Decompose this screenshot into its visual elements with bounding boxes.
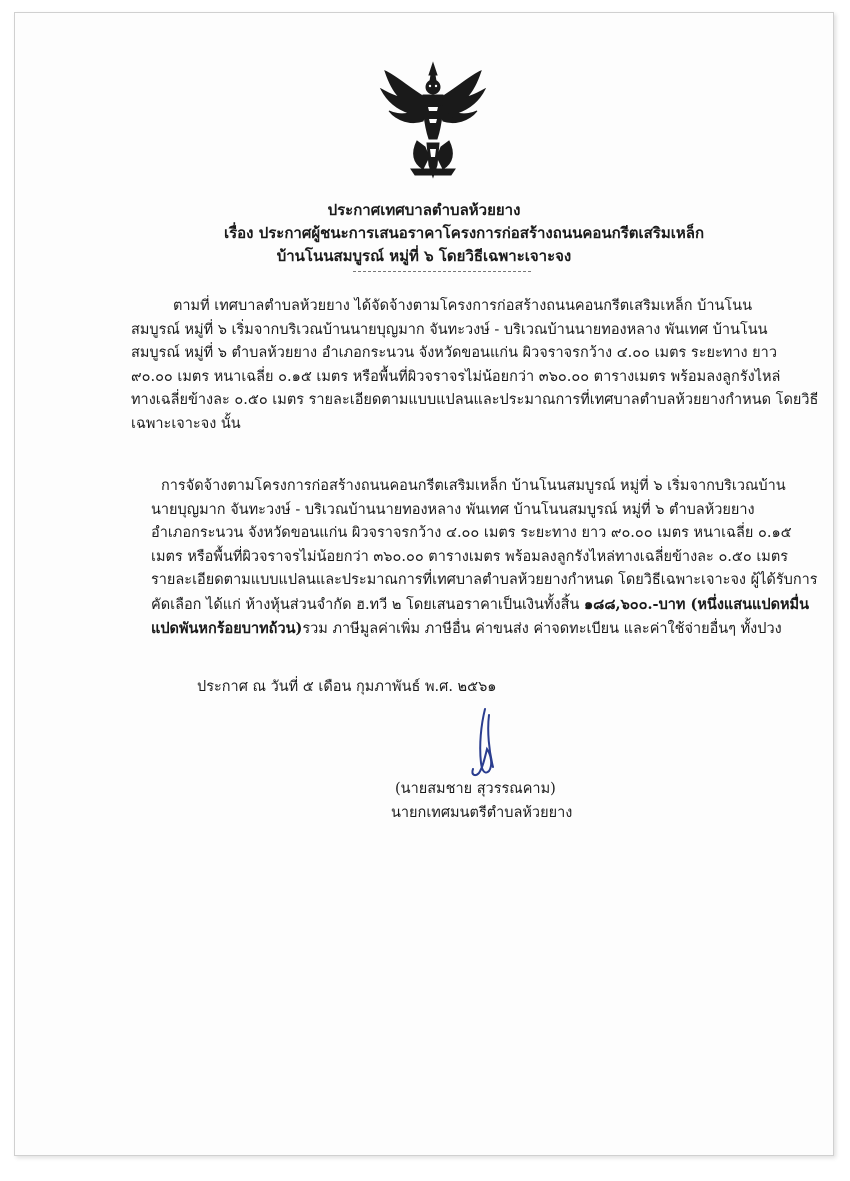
announcement-header: [15, 199, 833, 268]
text-line: เฉพาะเจาะจง นั้น: [131, 415, 241, 432]
text-line: การจัดจ้างตามโครงการก่อสร้างถนนคอนกรีตเสริมเหล็ก บ้านโนนสมบูรณ์ หมู่ที่ ๖ เริ่มจากบริเวณบ้าน: [161, 478, 786, 494]
text-line: ๙๐.๐๐ เมตร หนาเฉลี่ย ๐.๑๕ เมตร หรือพื้นที่ผิวจราจรไม่น้อยกว่า ๓๖๐.๐๐ ตารางเมตร พร้อมลงลูกรังไหล่: [131, 368, 781, 385]
announcement-date: ประกาศ ณ วันที่ ๕ เดือน กุมภาพันธ์ พ.ศ. ๒๕๖๑: [197, 679, 497, 695]
signatory-position: นายกเทศมนตรีตำบลห้วยยาง: [391, 805, 573, 821]
text-line: สมบูรณ์ หมู่ที่ ๖ เริ่มจากบริเวณบ้านนายบุญมาก จันทะวงษ์ - บริเวณบ้านนายทองหลาง พันเทศ บ้านโนน: [131, 321, 768, 338]
header-title: ประกาศเทศบาลตำบลห้วยยาง: [327, 201, 521, 219]
text-line: สมบูรณ์ หมู่ที่ ๖ ตำบลห้วยยาง อำเภอกระนวน จังหวัดขอนแก่น ผิวจราจรกว้าง ๔.๐๐ เมตร ระยะทาง ยาว: [131, 345, 777, 361]
header-subject: เรื่อง ประกาศผู้ชนะการเสนอราคาโครงการก่อสร้างถนนคอนกรีตเสริมเหล็ก: [223, 224, 705, 242]
text-line: อำเภอกระนวน จังหวัดขอนแก่น ผิวจราจรกว้าง ๔.๐๐ เมตร ระยะทาง ยาว ๙๐.๐๐ เมตร หนาเฉลี่ย ๐.๑๕: [151, 525, 792, 541]
header-subject-continued: บ้านโนนสมบูรณ์ หมู่ที่ ๖ โดยวิธีเฉพาะเจาะจง: [276, 247, 572, 265]
text-line: รายละเอียดตามแบบแปลนและประมาณการที่เทศบาลตำบลห้วยยางกำหนด โดยวิธีเฉพาะเจาะจง ผู้ได้รับการ: [151, 572, 818, 588]
text-line-amount: [151, 617, 818, 642]
text-line: ทางเฉลี่ยข้างละ ๐.๕๐ เมตร รายละเอียดตามแบบแปลนและประมาณการที่เทศบาลตำบลห้วยยางกำหนด โดยวิธี: [131, 392, 819, 408]
text-line: ตามที่ เทศบาลตำบลห้วยยาง ได้จัดจ้างตามโครงการก่อสร้างถนนคอนกรีตเสริมเหล็ก บ้านโนน: [173, 298, 752, 314]
handwritten-signature: [455, 705, 515, 781]
paragraph-background: [131, 295, 818, 436]
amount-inclusions: รวม ภาษีมูลค่าเพิ่ม ภาษีอื่น ค่าขนส่ง ค่าจดทะเบียน และค่าใช้จ่ายอื่นๆ ทั้งปวง: [302, 621, 782, 637]
contract-amount: ๑๘๘,๖๐๐.-บาท (หนึ่งแสนแปดหมื่น: [583, 595, 810, 613]
text-line: นายบุญมาก จันทะวงษ์ - บริเวณบ้านนายทองหลาง พันเทศ บ้านโนนสมบูรณ์ หมู่ที่ ๖ ตำบลห้วยยาง: [151, 501, 755, 518]
contract-amount-words: แปดพันหกร้อยบาทถ้วน): [151, 620, 303, 637]
signatory-name: (นายสมชาย สุวรรณคาม): [395, 781, 556, 797]
winner-text: คัดเลือก ได้แก่ ห้างหุ้นส่วนจำกัด ฮ.ทวี ๒ โดยเสนอราคาเป็นเงินทั้งสิ้น: [151, 596, 584, 613]
document-page: [14, 12, 834, 1156]
text-line-winner: [151, 593, 818, 618]
garuda-emblem-icon: [373, 61, 493, 181]
header-divider: [353, 271, 531, 272]
text-line: เมตร หรือพื้นที่ผิวจราจรไม่น้อยกว่า ๓๖๐.๐๐ ตารางเมตร พร้อมลงลูกรังไหล่ทางเฉลี่ยข้างละ ๐.๕๐ เมตร: [151, 548, 789, 565]
paragraph-winner: [131, 475, 818, 642]
